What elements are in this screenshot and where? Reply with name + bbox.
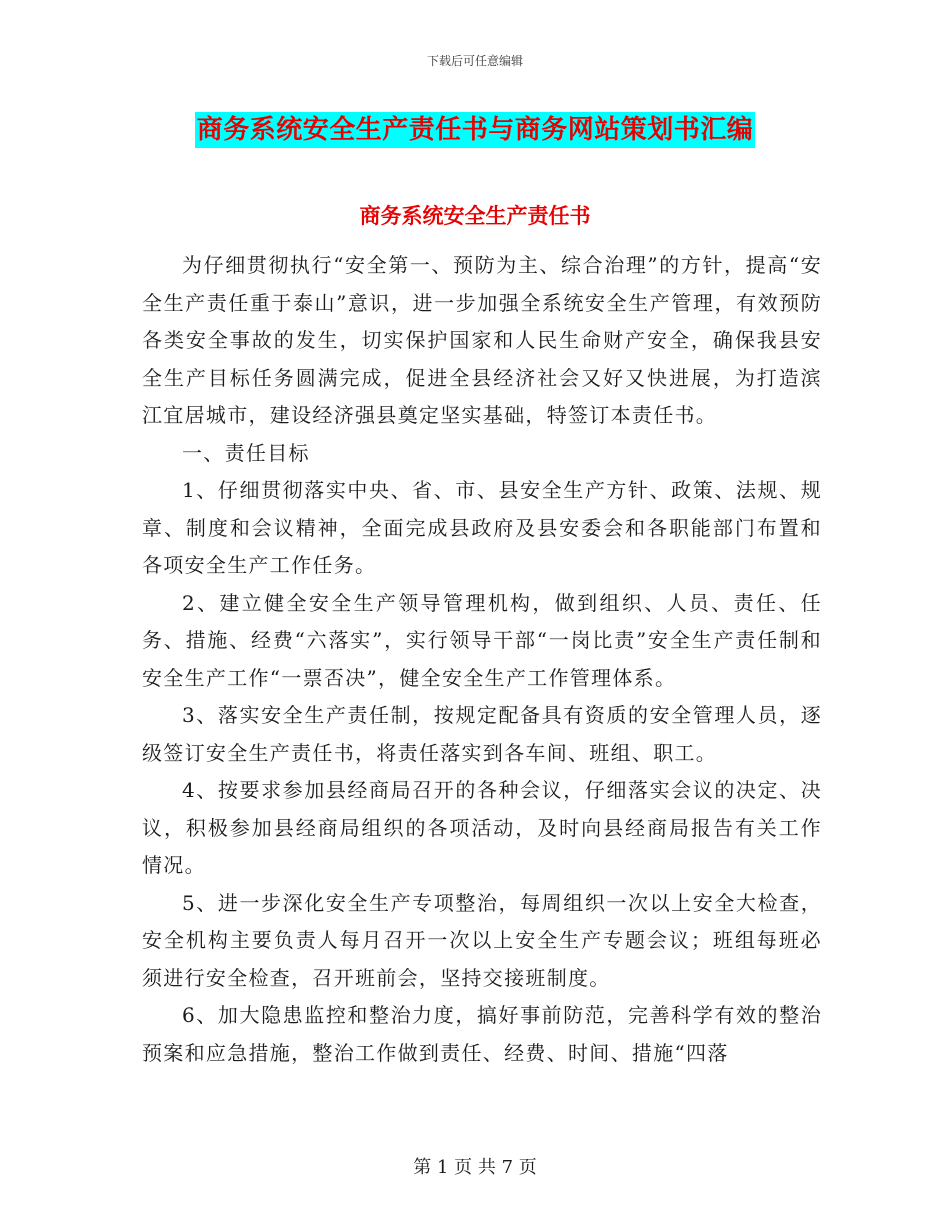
paragraph-intro: 为仔细贯彻执行“安全第一、预防为主、综合治理”的方针，提高“安全生产责任重于泰山”意识，进一步加强全系统安全生产管理，有效预防各类安全事故的发生，切实保护国家和人民生命财产安全，确保我县安全生产目标任务圆满完成，促进全县经济社会又好又快进展，为打造滨江宜居城市，建设经济强县奠定坚实基础，特签订本责任书。 bbox=[142, 253, 822, 427]
section-title: 商务系统安全生产责任书 bbox=[359, 203, 591, 228]
document-body bbox=[142, 247, 822, 1072]
paragraph-item-3: 3、落实安全生产责任制，按规定配备具有资质的安全管理人员，逐级签订安全生产责任书，将责任落实到各车间、班组、职工。 bbox=[142, 703, 822, 765]
paragraph-heading-goals: 一、责任目标 bbox=[182, 440, 310, 465]
page-footer: 第 1 页 共 7 页 bbox=[413, 1157, 537, 1178]
paragraph-item-2: 2、建立健全安全生产领导管理机构，做到组织、人员、责任、任务、措施、经费“六落实”，实行领导干部“一岗比责”安全生产责任制和安全生产工作“一票否决”，健全安全生产工作管理体系。 bbox=[142, 590, 822, 690]
page-header-note: 下载后可任意编辑 bbox=[426, 54, 523, 68]
paragraph-item-6: 6、加大隐患监控和整治力度，搞好事前防范，完善科学有效的整治预案和应急措施，整治工作做到责任、经费、时间、措施“四落 bbox=[142, 1003, 822, 1065]
paragraph-item-4: 4、按要求参加县经商局召开的各种会议，仔细落实会议的决定、决议，积极参加县经商局组织的各项活动，及时向县经商局报告有关工作情况。 bbox=[142, 778, 822, 877]
document-title-container bbox=[0, 112, 950, 148]
paragraph-item-1: 1、仔细贯彻落实中央、省、市、县安全生产方针、政策、法规、规章、制度和会议精神，全面完成县政府及县安委会和各职能部门布置和各项安全生产工作任务。 bbox=[142, 478, 822, 577]
paragraph-item-5: 5、进一步深化安全生产专项整治，每周组织一次以上安全大检查，安全机构主要负责人每月召开一次以上安全生产专题会议；班组每班必须进行安全检查，召开班前会，坚持交接班制度。 bbox=[142, 890, 822, 990]
document-title: 商务系统安全生产责任书与商务网站策划书汇编 bbox=[195, 112, 756, 148]
